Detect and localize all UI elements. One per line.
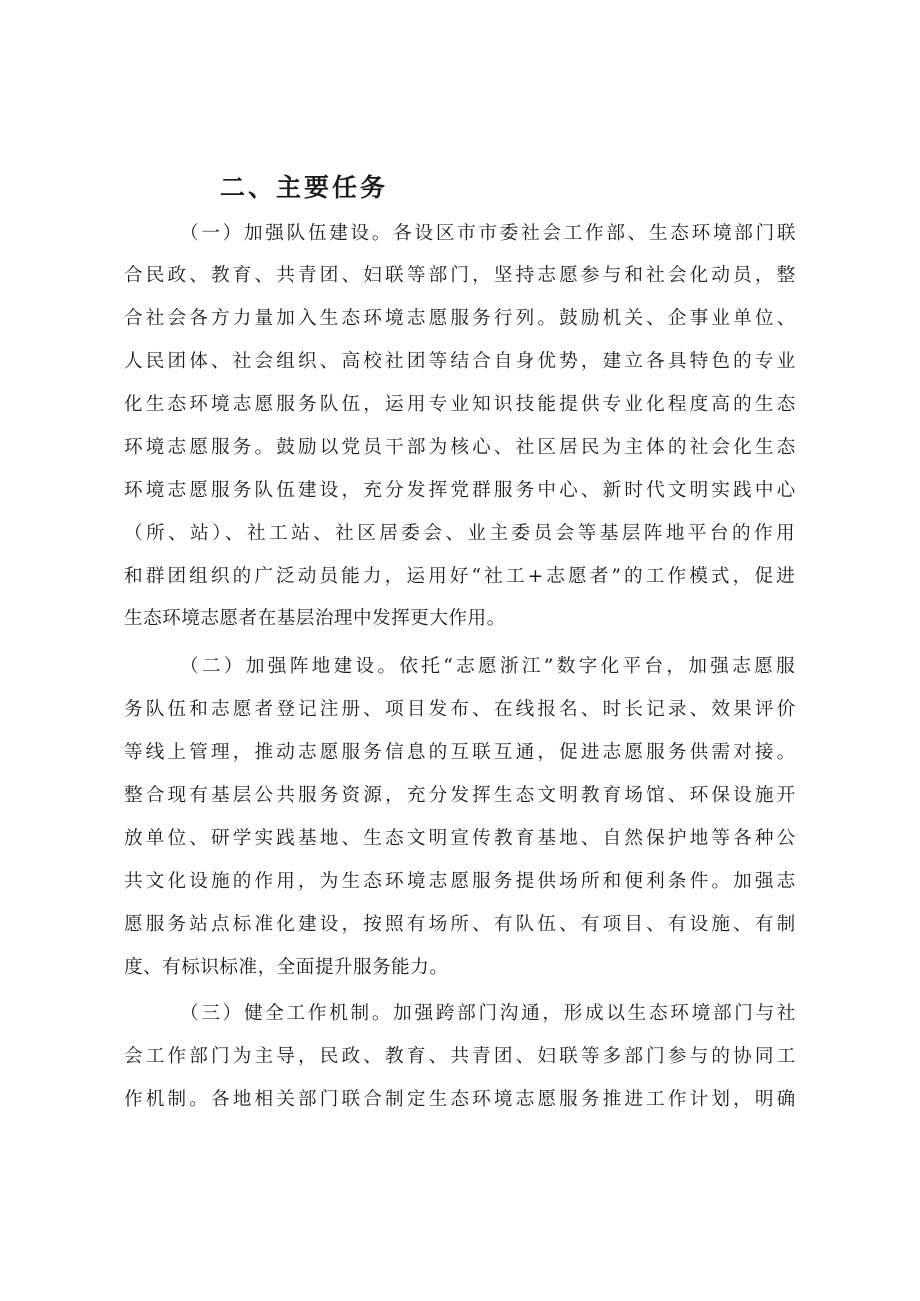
paragraph-2-line-7: 愿服务站点标准化建设，按照有场所、有队伍、有项目、有设施、有制	[124, 914, 799, 935]
paragraph-1-line-9: 和群团组织的广泛动员能力，运用好“社工+志愿者”的工作模式，促进	[124, 566, 798, 587]
paragraph-1-line-3: 合社会各方力量加入生态环境志愿服务行列。鼓励机关、企事业单位、	[124, 308, 799, 329]
paragraph-1-line-5: 化生态环境志愿服务队伍，运用专业知识技能提供专业化程度高的生态	[124, 394, 799, 415]
paragraph-1-line-10: 生态环境志愿者在基层治理中发挥更大作用。	[124, 608, 506, 629]
paragraph-3-line-2: 会工作部门为主导，民政、教育、共青团、妇联等多部门参与的协同工	[124, 1046, 799, 1067]
paragraph-1-line-6: 环境志愿服务。鼓励以党员干部为核心、社区居民为主体的社会化生态	[124, 437, 799, 458]
paragraph-1-line-4: 人民团体、社会组织、高校社团等结合自身优势，建立各具特色的专业	[124, 351, 799, 372]
paragraph-1-line-7: 环境志愿服务队伍建设，充分发挥党群服务中心、新时代文明实践中心	[124, 480, 799, 501]
section-heading: 二、主要任务	[220, 173, 389, 202]
paragraph-1-line-8: （所、站）、社工站、社区居委会、业主委员会等基层阵地平台的作用	[124, 523, 799, 544]
paragraph-3-line-3: 作机制。各地相关部门联合制定生态环境志愿服务推进工作计划，明确	[124, 1089, 799, 1110]
paragraph-1-line-1: （一）加强队伍建设。各设区市市委社会工作部、生态环境部门联	[180, 223, 799, 244]
paragraph-2-line-3: 等线上管理，推动志愿服务信息的互联互通，促进志愿服务供需对接。	[124, 742, 799, 763]
paragraph-2-line-4: 整合现有基层公共服务资源，充分发挥生态文明教育场馆、环保设施开	[124, 785, 799, 806]
paragraph-2-line-5: 放单位、研学实践基地、生态文明宣传教育基地、自然保护地等各种公	[124, 828, 799, 849]
paragraph-2-line-6: 共文化设施的作用，为生态环境志愿服务提供场所和便利条件。加强志	[124, 871, 799, 892]
paragraph-2-line-1: （二）加强阵地建设。依托“志愿浙江”数字化平台，加强志愿服	[180, 656, 799, 677]
paragraph-2-line-8: 度、有标识标准，全面提升服务能力。	[124, 957, 449, 978]
paragraph-1-line-2: 合民政、教育、共青团、妇联等部门，坚持志愿参与和社会化动员，整	[124, 265, 799, 286]
paragraph-2-line-2: 务队伍和志愿者登记注册、项目发布、在线报名、时长记录、效果评价	[124, 699, 799, 720]
paragraph-3-line-1: （三）健全工作机制。加强跨部门沟通，形成以生态环境部门与社	[180, 1003, 799, 1024]
